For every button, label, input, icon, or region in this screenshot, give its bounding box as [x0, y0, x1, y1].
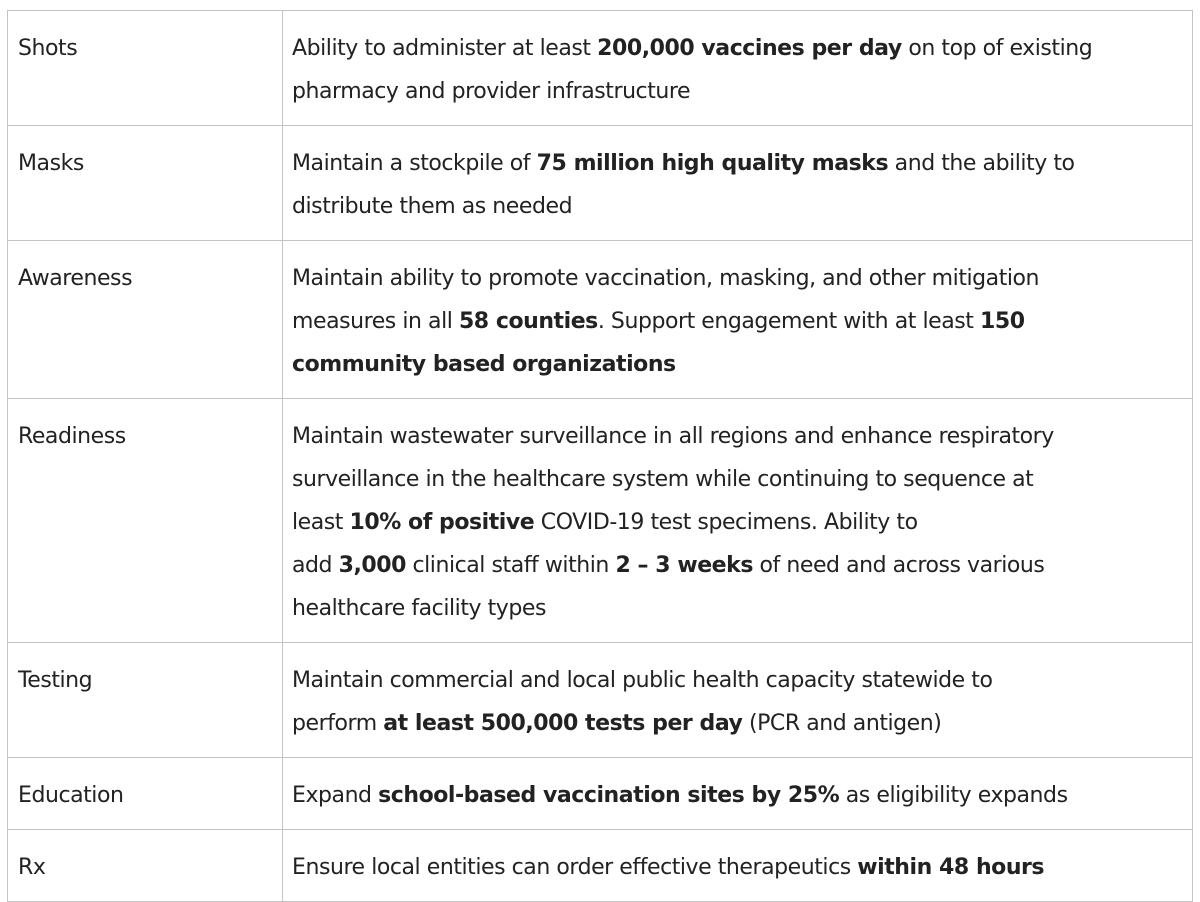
table-row-masks: [8, 126, 1193, 241]
description-text: Expand: [292, 783, 379, 808]
emphasis-text: 200,000 vaccines per day: [597, 36, 902, 61]
description-line: [292, 587, 1188, 630]
description-line: [292, 415, 1188, 458]
emphasis-text: community based organizations: [292, 352, 676, 377]
row-label: Readiness: [8, 399, 283, 643]
table-row-rx: [8, 830, 1193, 902]
description-text: Maintain commercial and local public health capacity statewide to: [292, 668, 993, 693]
description-line: [292, 659, 1188, 702]
description-line: [292, 702, 1188, 745]
description-text: clinical staff within: [405, 553, 616, 578]
table-row-shots: [8, 11, 1193, 126]
table-row-education: [8, 758, 1193, 830]
description-text: perform: [292, 711, 384, 736]
row-description: [283, 241, 1193, 399]
description-line: [292, 27, 1188, 70]
description-text: on top of existing: [901, 36, 1093, 61]
description-text: . Support engagement with at least: [597, 309, 980, 334]
description-text: Ensure local entities can order effective therapeutics: [292, 855, 858, 880]
emphasis-text: 10% of positive: [349, 510, 535, 535]
description-line: [292, 343, 1188, 386]
row-description: [283, 399, 1193, 643]
description-text: healthcare facility types: [292, 596, 546, 621]
description-text: COVID-19 test specimens. Ability to: [534, 510, 918, 535]
emphasis-text: 58 counties: [458, 309, 598, 334]
description-text: of need and across various: [752, 553, 1045, 578]
row-label: Testing: [8, 643, 283, 758]
description-text: and the ability to: [888, 151, 1075, 176]
description-text: distribute them as needed: [292, 194, 573, 219]
description-line: [292, 846, 1188, 889]
emphasis-text: at least 500,000 tests per day: [383, 711, 743, 736]
description-text: surveillance in the healthcare system while continuing to sequence at: [292, 467, 1034, 492]
table-row-readiness: [8, 399, 1193, 643]
description-line: [292, 142, 1188, 185]
row-label: Awareness: [8, 241, 283, 399]
description-line: [292, 774, 1188, 817]
description-line: [292, 501, 1188, 544]
row-description: [283, 126, 1193, 241]
emphasis-text: 2 – 3 weeks: [615, 553, 753, 578]
table-body: [8, 11, 1193, 902]
row-label: Masks: [8, 126, 283, 241]
description-text: pharmacy and provider infrastructure: [292, 79, 691, 104]
description-text: (PCR and antigen): [742, 711, 942, 736]
description-text: measures in all: [292, 309, 459, 334]
emphasis-text: within 48 hours: [857, 855, 1045, 880]
description-line: [292, 185, 1188, 228]
row-label: Rx: [8, 830, 283, 902]
emphasis-text: 75 million high quality masks: [536, 151, 889, 176]
description-text: Ability to administer at least: [292, 36, 598, 61]
row-label: Education: [8, 758, 283, 830]
description-text: Maintain wastewater surveillance in all regions and enhance respiratory: [292, 424, 1054, 449]
description-line: [292, 70, 1188, 113]
description-text: least: [292, 510, 350, 535]
row-description: [283, 643, 1193, 758]
description-text: add: [292, 553, 339, 578]
emphasis-text: 3,000: [338, 553, 406, 578]
description-text: Maintain ability to promote vaccination, masking, and other mitigation: [292, 266, 1040, 291]
description-text: Maintain a stockpile of: [292, 151, 537, 176]
description-line: [292, 458, 1188, 501]
row-description: [283, 11, 1193, 126]
row-label: Shots: [8, 11, 283, 126]
description-text: as eligibility expands: [839, 783, 1068, 808]
description-line: [292, 544, 1188, 587]
description-line: [292, 257, 1188, 300]
table-row-testing: [8, 643, 1193, 758]
row-description: [283, 830, 1193, 902]
table-row-awareness: [8, 241, 1193, 399]
preparedness-table: [7, 10, 1193, 902]
row-description: [283, 758, 1193, 830]
description-line: [292, 300, 1188, 343]
emphasis-text: 150: [979, 309, 1025, 334]
emphasis-text: school-based vaccination sites by 25%: [378, 783, 840, 808]
